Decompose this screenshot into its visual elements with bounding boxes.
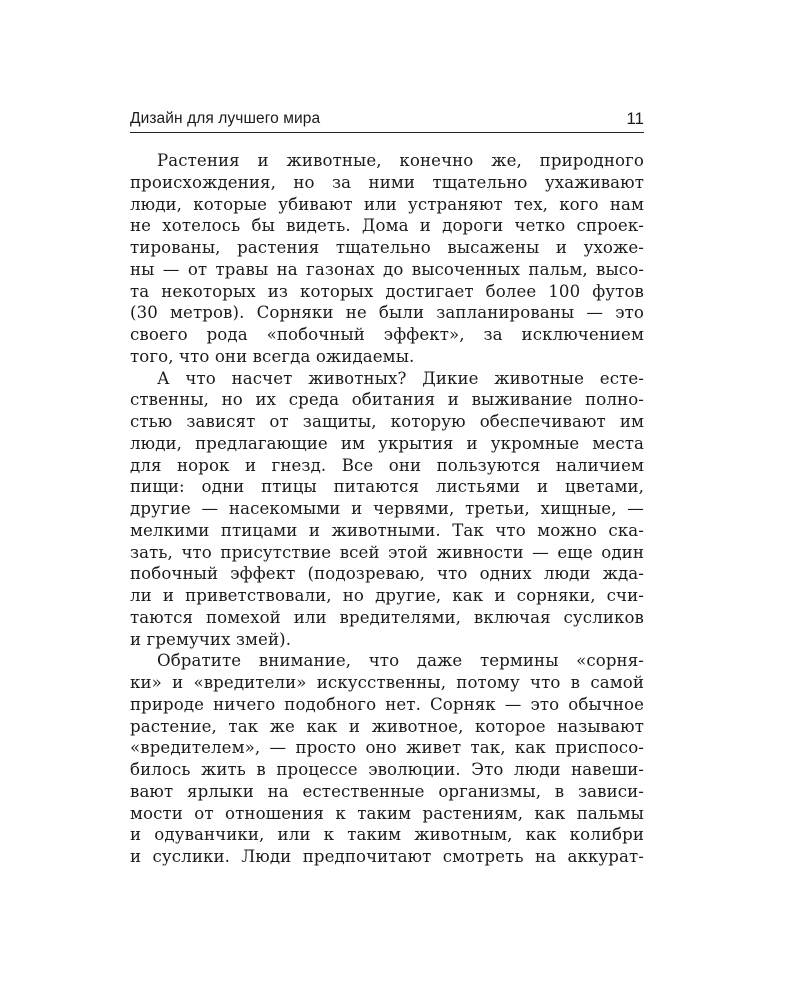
text-line: люди, которые убивают или устраняют тех, кого нам	[130, 194, 644, 214]
paragraph	[130, 150, 644, 368]
text-line: люди, предлагающие им укрытия и укромные места	[130, 433, 644, 453]
text-line: растение, так же как и животное, которое называют	[130, 716, 644, 736]
text-line: ны — от травы на газонах до высоченных пальм, высо-	[130, 259, 644, 279]
text-line: мости от отношения к таким растениям, как пальмы	[130, 803, 644, 823]
text-line: зать, что присутствие всей этой живности — еще один	[130, 542, 644, 562]
paragraph	[130, 650, 644, 868]
text-line: та некоторых из которых достигает более 100 футов	[130, 281, 644, 301]
text-line: билось жить в процессе эволюции. Это люди навеши-	[130, 760, 644, 779]
text-line: тированы, растения тщательно высажены и ухоже-	[130, 238, 644, 257]
running-header	[130, 108, 644, 133]
text-line: ли и приветствовали, но другие, как и сорняки, счи-	[130, 586, 644, 605]
text-line: таются помехой или вредителями, включая сусликов	[130, 607, 644, 627]
text-line: Обратите внимание, что даже термины «сорня-	[157, 651, 644, 671]
text-line: другие — насекомыми и червями, третьи, хищные, —	[130, 499, 644, 518]
text-line: (30 метров). Сорняки не были запланированы — это	[130, 303, 644, 323]
text-line: и одуванчики, или к таким животным, как колибри	[130, 825, 644, 845]
text-line: пищи: одни птицы питаются листьями и цветами,	[130, 477, 644, 497]
paragraph	[130, 368, 644, 651]
body-text	[130, 150, 644, 868]
text-line: «вредителем», — просто оно живет так, как приспосо-	[130, 738, 644, 758]
text-line: и суслики. Люди предпочитают смотреть на аккурат-	[130, 847, 644, 866]
text-line: ственны, но их среда обитания и выживание полно-	[130, 390, 644, 410]
text-line: А что насчет животных? Дикие животные есте-	[157, 368, 644, 388]
text-line: своего рода «побочный эффект», за исключением	[130, 325, 644, 344]
text-line: того, что они всегда ожидаемы.	[130, 346, 415, 366]
text-line: Растения и животные, конечно же, природного	[157, 151, 644, 170]
text-line: для норок и гнезд. Все они пользуются наличием	[130, 455, 644, 475]
text-line: происхождения, но за ними тщательно ухаживают	[130, 172, 644, 192]
text-line: вают ярлыки на естественные организмы, в зависи-	[130, 781, 644, 801]
text-line: и гремучих змей).	[130, 629, 292, 649]
text-line: стью зависят от защиты, которую обеспечивают им	[130, 412, 644, 431]
text-line: природе ничего подобного нет. Сорняк — это обычное	[130, 694, 644, 714]
text-line: мелкими птицами и животными. Так что можно ска-	[130, 520, 644, 540]
text-line: ки» и «вредители» искусственны, потому что в самой	[130, 673, 644, 692]
running-title: Дизайн для лучшего мира	[130, 110, 321, 127]
page-number: 11	[626, 109, 644, 128]
text-line: не хотелось бы видеть. Дома и дороги четко спроек-	[130, 216, 644, 236]
text-line: побочный эффект (подозреваю, что одних люди жда-	[130, 564, 644, 584]
